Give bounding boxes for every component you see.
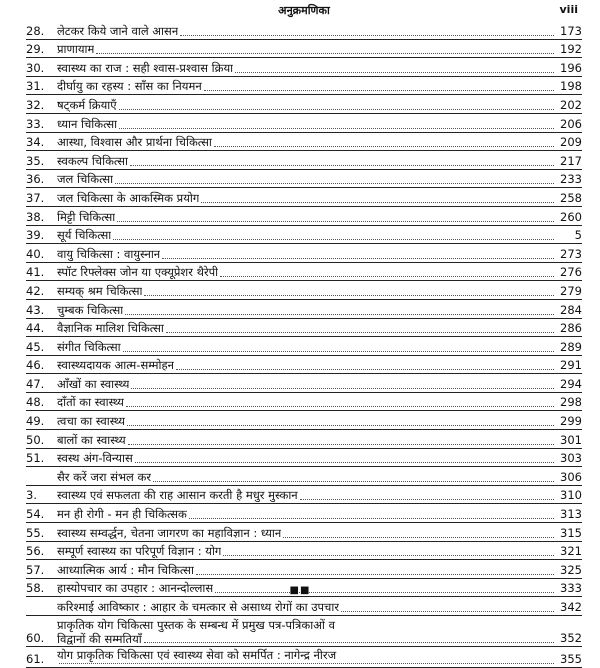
entry-page: 325 — [560, 562, 582, 577]
entry-title: सम्पूर्ण स्वास्थ्य का परिपूर्ण विज्ञान : योग — [57, 544, 222, 559]
toc-entry — [26, 188, 582, 207]
leader-dots — [117, 220, 554, 222]
leader-dots — [223, 554, 554, 556]
toc-entry — [26, 542, 582, 561]
entry-title: करिश्माई आविष्कार : आहार के चमत्कार से असाध्य रोगों का उपचार — [57, 600, 340, 614]
toc-entry — [26, 263, 582, 282]
toc-entry — [26, 523, 582, 542]
entry-page: 284 — [560, 302, 582, 317]
entry-title-line2: विद्वानों की सम्मतियाँ — [57, 632, 142, 646]
entry-page: 5 — [574, 228, 582, 243]
entry-page: 209 — [560, 135, 582, 150]
entry-page: 294 — [560, 376, 582, 391]
leader-dots — [201, 201, 554, 203]
entry-title: वैज्ञानिक मालिश चिकित्सा — [57, 321, 164, 336]
toc-entry — [26, 393, 582, 412]
entry-page: 260 — [560, 209, 582, 224]
leader-dots — [235, 71, 554, 73]
entry-page: 303 — [560, 451, 582, 466]
entry-number: 35. — [26, 153, 45, 168]
leader-dots — [126, 405, 554, 407]
entry-title — [57, 618, 556, 646]
leader-dots — [214, 145, 554, 147]
leader-dots — [180, 34, 554, 36]
entry-number: 42. — [26, 283, 45, 298]
leader-dots — [144, 294, 554, 296]
entry-title: सैर करें जरा संभल कर — [57, 469, 152, 484]
entry-page: 291 — [560, 358, 582, 373]
entry-title: स्वास्थ्य सम्वर्द्धन, चेतना जागरण का महाविज्ञान : ध्यान — [57, 525, 282, 540]
toc-entry — [26, 616, 582, 647]
toc-entry — [26, 374, 582, 393]
leader-dots — [162, 257, 554, 259]
leader-dots — [189, 517, 554, 519]
entry-title: स्पॉट रिफ्लेक्स जोन या एक्यूप्रेशर थैरेपी — [57, 265, 219, 280]
entry-number: 31. — [26, 79, 45, 94]
entry-number: 48. — [26, 395, 45, 410]
entry-number: 47. — [26, 376, 45, 391]
leader-dots — [130, 164, 554, 166]
entry-title: वायु चिकित्सा : वायुस्नान — [57, 246, 161, 261]
entry-number: 45. — [26, 339, 45, 354]
page-number: viii — [559, 3, 578, 16]
entry-page: 217 — [560, 153, 582, 168]
toc-entry — [26, 40, 582, 59]
leader-dots — [119, 108, 554, 110]
toc-entry — [26, 58, 582, 77]
entry-page: 192 — [560, 42, 582, 57]
entry-title: आस्था, विश्वास और प्रार्थना चिकित्सा — [57, 135, 212, 150]
entry-title: स्वास्थ्य का राज : सही श्वास-प्रश्वास क्रिया — [57, 60, 234, 75]
entry-page: 286 — [560, 321, 582, 336]
entry-title: संगीत चिकित्सा — [57, 339, 121, 354]
entry-number: 40. — [26, 246, 45, 261]
entry-title-line1: योग प्राकृतिक चिकित्सा एवं स्वास्थ्य सेवा को समर्पित : नागेन्द्र नीरज — [57, 648, 337, 662]
entry-page: 202 — [560, 97, 582, 112]
entry-page: 198 — [560, 79, 582, 94]
toc-entry — [26, 133, 582, 152]
toc-entry — [26, 597, 582, 616]
leader-dots — [135, 461, 554, 463]
toc-entry — [26, 647, 582, 668]
entry-title: त्वचा का स्वास्थ्य — [57, 414, 126, 429]
entry-number: 51. — [26, 451, 45, 466]
entry-page: 315 — [560, 525, 582, 540]
entry-page: 206 — [560, 116, 582, 131]
entry-number: 43. — [26, 302, 45, 317]
leader-dots — [166, 331, 554, 333]
entry-page: 299 — [560, 414, 582, 429]
leader-dots — [119, 127, 554, 129]
entry-title: ध्यान चिकित्सा — [57, 116, 118, 131]
entry-page: 273 — [560, 246, 582, 261]
entry-page: 333 — [560, 581, 582, 596]
entry-page: 173 — [560, 23, 582, 38]
entry-number: 61. — [26, 652, 45, 666]
entry-number: 60. — [26, 631, 45, 645]
entry-page: 342 — [560, 600, 582, 614]
entry-page: 310 — [560, 488, 582, 503]
toc-entry — [26, 319, 582, 338]
leader-dots — [153, 480, 554, 482]
page-header — [26, 2, 582, 18]
entry-number: 50. — [26, 432, 45, 447]
leader-dots — [96, 52, 554, 54]
leader-dots — [123, 350, 554, 352]
toc-entry — [26, 337, 582, 356]
toc-entry — [26, 356, 582, 375]
leader-dots — [115, 182, 554, 184]
entry-title: सम्यक् श्रम चिकित्सा — [57, 283, 143, 298]
entry-title-line2-wrap — [57, 662, 556, 667]
entry-title: प्राणायाम — [57, 42, 95, 57]
toc-entry — [26, 226, 582, 245]
entry-page: 355 — [560, 652, 582, 666]
footer-mark: ■■ — [289, 585, 311, 596]
entry-page: 301 — [560, 432, 582, 447]
leader-dots — [125, 313, 554, 315]
entry-page: 233 — [560, 172, 582, 187]
entry-number: 3. — [26, 488, 37, 503]
toc-entry — [26, 170, 582, 189]
entry-title: स्वास्थ्यदायक आत्म-सम्मोहन — [57, 358, 175, 373]
entry-number: 56. — [26, 544, 45, 559]
entry-page: 313 — [560, 507, 582, 522]
leader-dots — [220, 275, 554, 277]
entry-title-line2-wrap — [57, 632, 556, 646]
toc-entry — [26, 430, 582, 449]
toc-entry — [26, 411, 582, 430]
leader-dots — [176, 368, 554, 370]
toc-entry — [26, 467, 582, 486]
entry-page: 298 — [560, 395, 582, 410]
toc-entry — [26, 95, 582, 114]
entry-title — [57, 648, 556, 667]
entry-number: 41. — [26, 265, 45, 280]
entry-title: दीर्घायु का रहस्य : साँस का नियमन — [57, 79, 202, 94]
entry-title-line1: प्राकृतिक योग चिकित्सा पुस्तक के सम्बन्ध में प्रमुख पत्र-पत्रिकाओं व — [57, 618, 335, 632]
toc-entry — [26, 560, 582, 579]
page-title: अनुक्रमणिका — [278, 4, 330, 17]
entry-page: 306 — [560, 469, 582, 484]
entry-number: 30. — [26, 60, 45, 75]
toc-entry — [26, 21, 582, 40]
entry-title: बालों का स्वास्थ्य — [57, 432, 126, 447]
entry-number: 37. — [26, 190, 45, 205]
entry-number: 39. — [26, 228, 45, 243]
entry-number: 28. — [26, 23, 45, 38]
toc-entry — [26, 77, 582, 96]
toc-entry — [26, 449, 582, 468]
toc-entry — [26, 114, 582, 133]
entry-number: 34. — [26, 135, 45, 150]
entry-title: जल चिकित्सा — [57, 172, 114, 187]
leader-dots — [131, 387, 554, 389]
entry-title: आँखों का स्वास्थ्य — [57, 376, 130, 391]
entry-title: हास्योपचार का उपहार : आनन्दोल्लास — [57, 581, 214, 596]
entry-page: 352 — [560, 631, 582, 645]
leader-dots — [283, 536, 554, 538]
entry-title: स्वस्थ अंग-विन्यास — [57, 451, 133, 466]
entry-page: 279 — [560, 283, 582, 298]
entry-number: 36. — [26, 172, 45, 187]
entry-title: चुम्बक चिकित्सा — [57, 302, 124, 317]
toc-entry — [26, 486, 582, 505]
table-of-contents — [26, 21, 582, 668]
entry-number: 33. — [26, 116, 45, 131]
leader-dots — [127, 424, 554, 426]
leader-dots — [341, 610, 554, 612]
leader-dots — [128, 443, 554, 445]
toc-entry — [26, 300, 582, 319]
entry-title: स्वकल्प चिकित्सा — [57, 153, 128, 168]
entry-number: 44. — [26, 321, 45, 336]
entry-title: लेटकर किये जाने वाले आसन — [57, 23, 179, 38]
leader-dots — [300, 498, 554, 500]
entry-title: दाँतों का स्वास्थ्य — [57, 395, 124, 410]
entry-title: मन ही रोगी - मन ही चिकित्सक — [57, 507, 187, 522]
leader-dots — [144, 641, 554, 643]
entry-title: षट्कर्म क्रियाएँ — [57, 97, 117, 112]
entry-number: 57. — [26, 562, 45, 577]
entry-number: 32. — [26, 97, 45, 112]
entry-title: स्वास्थ्य एवं सफलता की राह आसान करती है मधुर मुस्कान — [57, 488, 298, 503]
entry-title: आध्यात्मिक आर्य : मौन चिकित्सा — [57, 562, 194, 577]
entry-number: 54. — [26, 507, 45, 522]
leader-dots — [204, 89, 554, 91]
entry-page: 258 — [560, 190, 582, 205]
leader-dots — [196, 573, 554, 575]
toc-entry — [26, 504, 582, 523]
toc-entry — [26, 207, 582, 226]
entry-page: 196 — [560, 60, 582, 75]
leader-dots — [59, 662, 554, 664]
entry-title: सूर्य चिकित्सा — [57, 228, 112, 243]
entry-page: 321 — [560, 544, 582, 559]
entry-page: 276 — [560, 265, 582, 280]
entry-title: जल चिकित्सा के आकस्मिक प्रयोग — [57, 190, 200, 205]
toc-entry — [26, 244, 582, 263]
entry-number: 46. — [26, 358, 45, 373]
entry-number: 29. — [26, 42, 45, 57]
entry-number: 55. — [26, 525, 45, 540]
leader-dots — [113, 238, 554, 240]
entry-number: 38. — [26, 209, 45, 224]
entry-title: मिट्टी चिकित्सा — [57, 209, 116, 224]
toc-entry — [26, 151, 582, 170]
entry-page: 289 — [560, 339, 582, 354]
entry-number: 58. — [26, 581, 45, 596]
toc-entry — [26, 281, 582, 300]
entry-number: 49. — [26, 414, 45, 429]
